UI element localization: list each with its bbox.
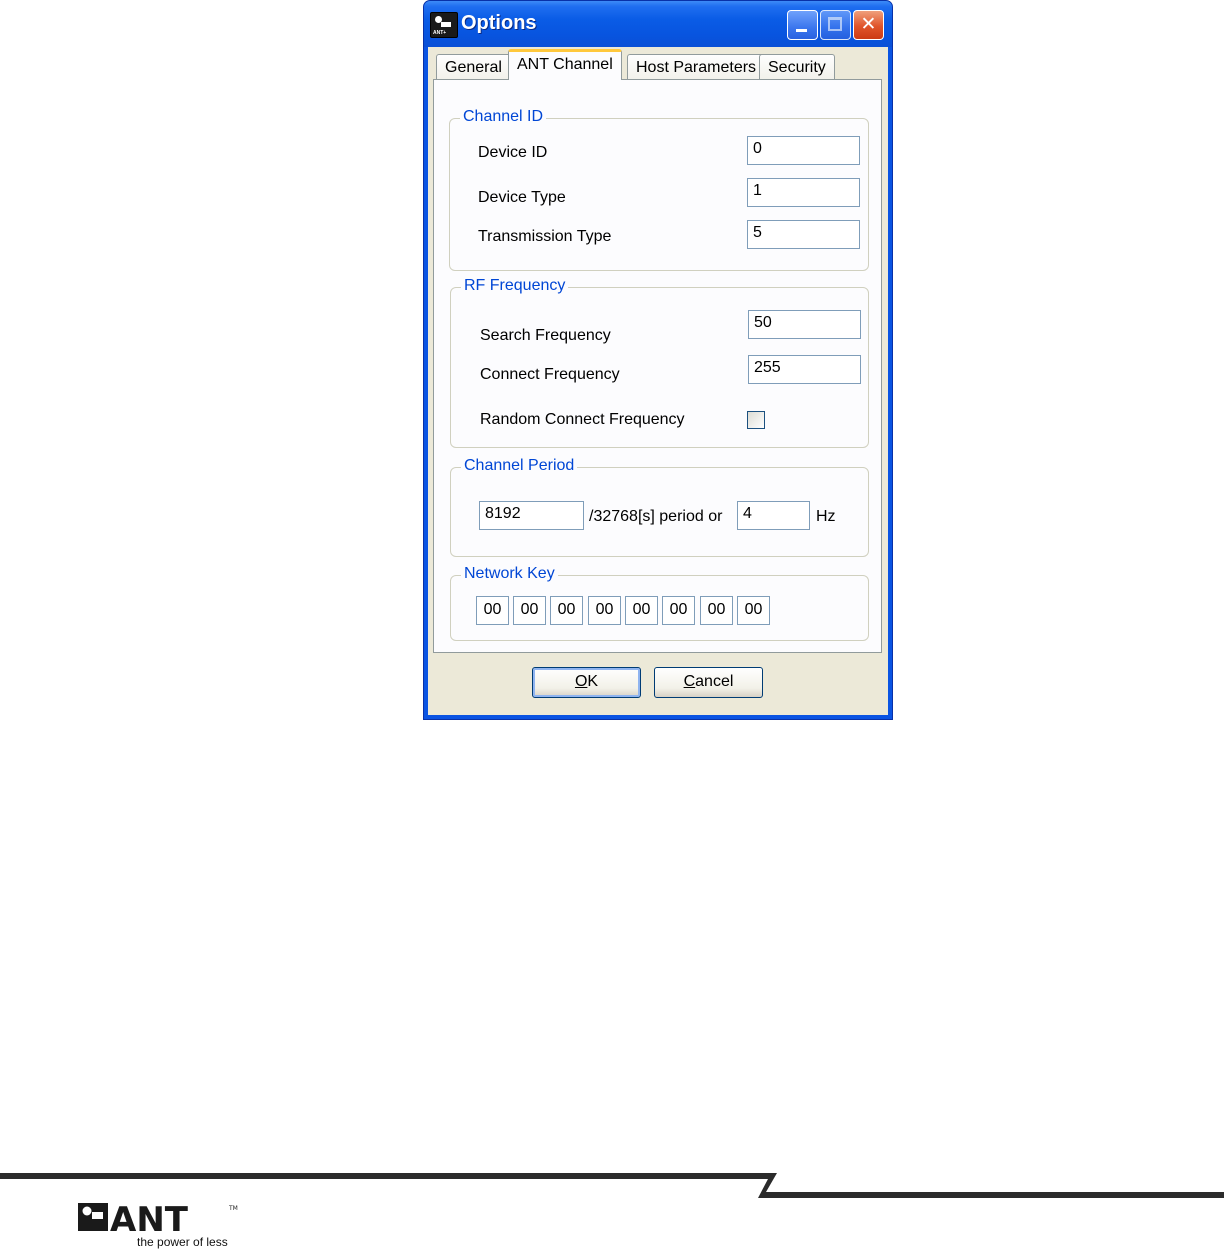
logo-mark-dot xyxy=(83,1207,92,1216)
rf-frequency-legend: RF Frequency xyxy=(461,277,568,295)
minimize-icon xyxy=(796,29,807,32)
network-key-byte-7[interactable]: 00 xyxy=(700,596,733,625)
close-icon: ✕ xyxy=(860,14,877,35)
random-connect-frequency-checkbox[interactable] xyxy=(747,411,765,429)
channel-id-legend: Channel ID xyxy=(460,108,546,126)
device-type-label: Device Type xyxy=(478,189,566,206)
ok-label-rest: K xyxy=(587,673,599,690)
footer-divider xyxy=(0,1165,1224,1200)
tab-ant-channel[interactable]: ANT Channel xyxy=(508,49,622,80)
rf-frequency-group xyxy=(450,277,869,448)
maximize-button[interactable] xyxy=(820,10,851,40)
logo-text: ANT xyxy=(110,1203,188,1235)
search-frequency-label: Search Frequency xyxy=(480,327,611,344)
title-bar[interactable] xyxy=(424,1,892,47)
random-connect-frequency-label: Random Connect Frequency xyxy=(480,411,685,428)
maximize-icon xyxy=(828,17,842,31)
network-key-legend: Network Key xyxy=(461,565,558,583)
cancel-button[interactable] xyxy=(654,667,763,698)
cancel-mnemonic: C xyxy=(683,673,696,690)
tab-general[interactable]: General xyxy=(436,54,511,80)
network-key-byte-1[interactable]: 00 xyxy=(476,596,509,625)
tab-host-parameters[interactable]: Host Parameters xyxy=(627,54,765,80)
channel-period-group xyxy=(450,457,869,557)
network-key-byte-4[interactable]: 00 xyxy=(588,596,621,625)
options-dialog xyxy=(423,0,893,720)
network-key-byte-2[interactable]: 00 xyxy=(513,596,546,625)
transmission-type-label: Transmission Type xyxy=(478,228,612,245)
window-title: Options xyxy=(461,12,537,34)
connect-frequency-label: Connect Frequency xyxy=(480,366,620,383)
period-suffix-label: /32768[s] period or xyxy=(589,508,723,525)
device-id-label: Device ID xyxy=(478,144,548,161)
app-icon-bar xyxy=(441,22,451,27)
ant-channel-panel xyxy=(433,79,882,653)
tab-security[interactable]: Security xyxy=(759,54,835,80)
cancel-label-rest: ancel xyxy=(695,673,734,690)
channel-id-group xyxy=(449,108,869,271)
close-button[interactable] xyxy=(853,10,884,40)
ok-button[interactable] xyxy=(532,667,641,698)
logo-mark-bar xyxy=(92,1212,103,1219)
network-key-byte-8[interactable]: 00 xyxy=(737,596,770,625)
tagline: the power of less xyxy=(137,1235,228,1249)
channel-period-input[interactable]: 8192 xyxy=(479,501,584,530)
channel-period-legend: Channel Period xyxy=(461,457,577,475)
app-icon-text: ANT+ xyxy=(433,30,447,36)
minimize-button[interactable] xyxy=(787,10,818,40)
ant-logo xyxy=(78,1203,243,1235)
network-key-byte-6[interactable]: 00 xyxy=(662,596,695,625)
channel-frequency-hz-input[interactable]: 4 xyxy=(737,501,810,530)
device-id-input[interactable]: 0 xyxy=(747,136,860,165)
footer-rule xyxy=(0,1173,1224,1198)
ant-app-icon[interactable] xyxy=(430,12,458,38)
network-key-group xyxy=(450,565,869,641)
logo-trademark: TM xyxy=(229,1205,238,1212)
transmission-type-input[interactable]: 5 xyxy=(747,220,860,249)
network-key-byte-5[interactable]: 00 xyxy=(625,596,658,625)
connect-frequency-input[interactable]: 255 xyxy=(748,355,861,384)
network-key-byte-3[interactable]: 00 xyxy=(550,596,583,625)
dialog-client-area xyxy=(428,47,888,715)
device-type-input[interactable]: 1 xyxy=(747,178,860,207)
search-frequency-input[interactable]: 50 xyxy=(748,310,861,339)
hz-label: Hz xyxy=(816,508,836,525)
ok-mnemonic: O xyxy=(574,673,588,690)
